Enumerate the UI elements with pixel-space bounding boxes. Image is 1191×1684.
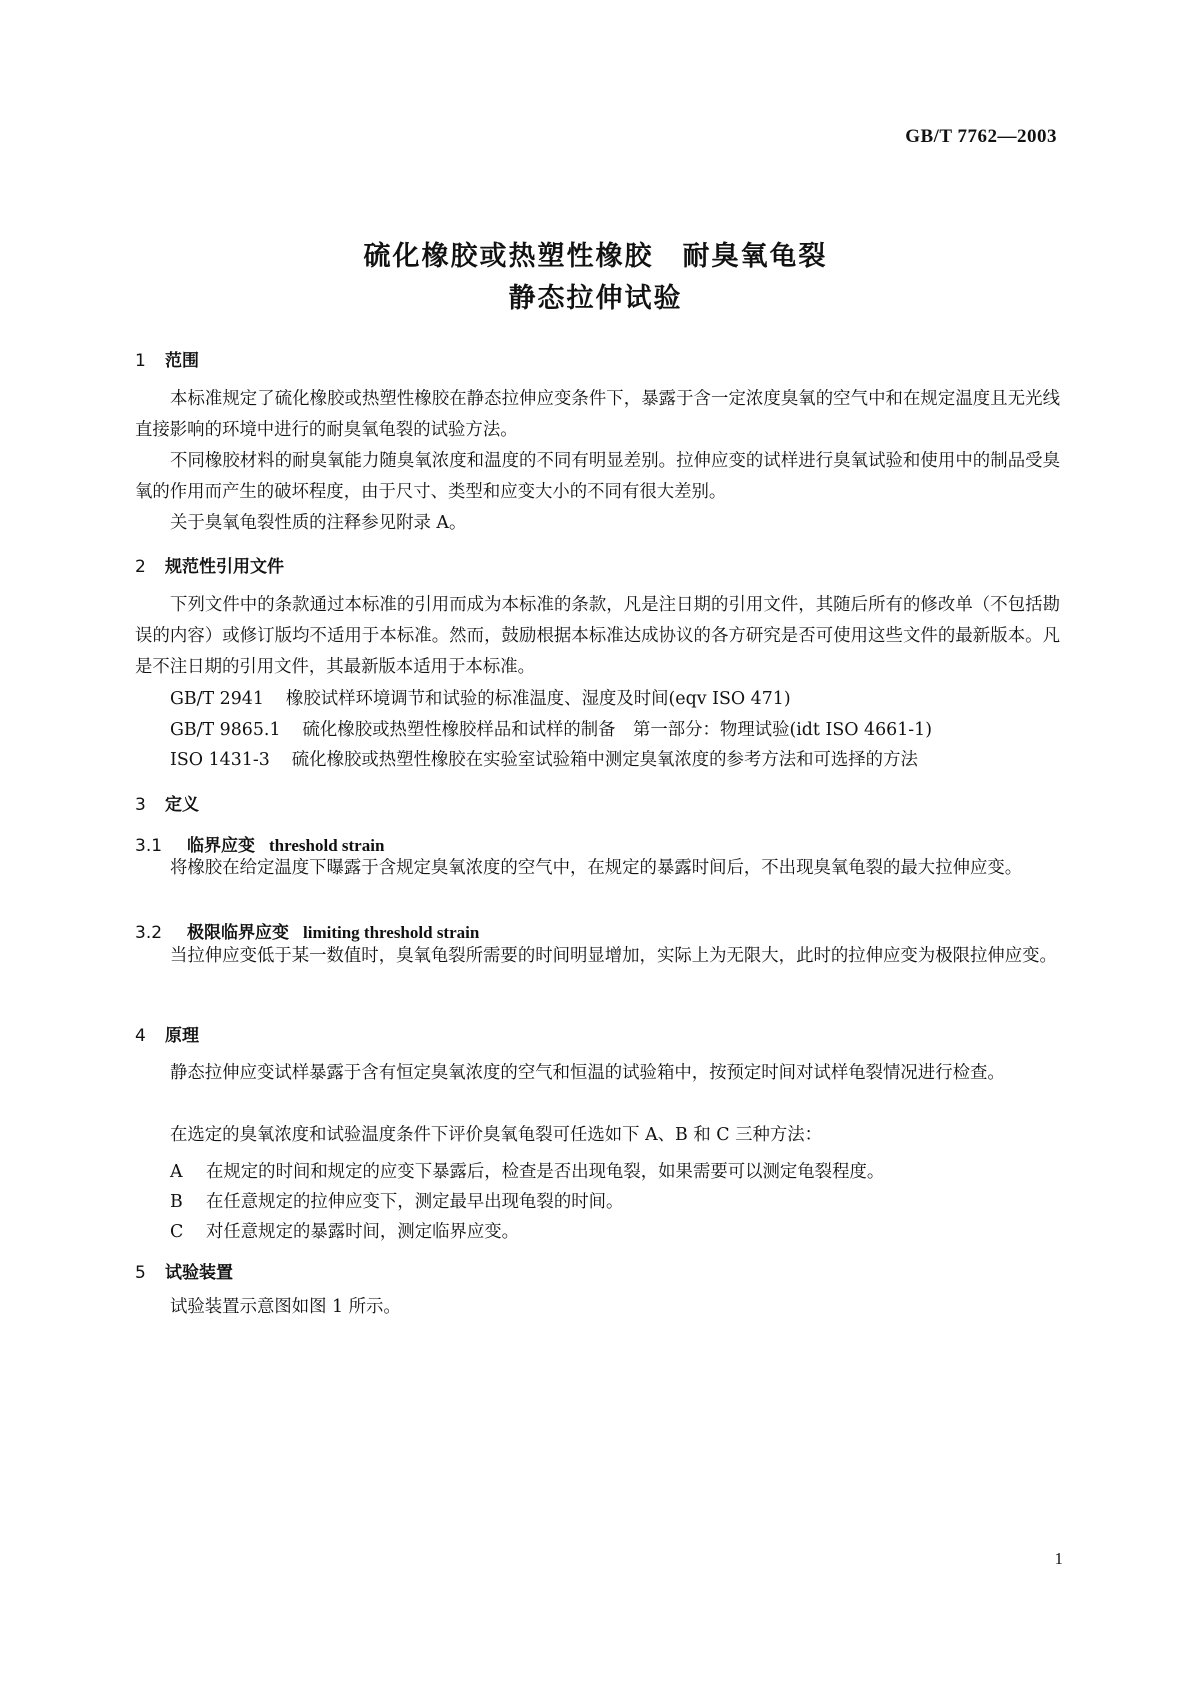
option-label: B (170, 1192, 183, 1212)
page-number: 1 (1054, 1549, 1063, 1568)
term-zh: 临界应变 (187, 836, 255, 856)
definition-3-2-text: 当拉伸应变低于某一数值时，臭氧龟裂所需要的时间明显增加，实际上为无限大，此时的拉伸应变为极限拉伸应变。 (170, 946, 1057, 966)
section-number: 4 (135, 1026, 146, 1046)
section-number: 5 (135, 1263, 146, 1283)
definition-3-1-text: 将橡胶在给定温度下曝露于含规定臭氧浓度的空气中，在规定的暴露时间后，不出现臭氧龟裂的最大拉伸应变。 (170, 858, 1023, 878)
section-title: 原理 (165, 1026, 199, 1046)
definition-3-2-heading (135, 918, 479, 943)
document-title-line-1: 硫化橡胶或热塑性橡胶 耐臭氧龟裂 (363, 241, 828, 272)
term-zh: 极限临界应变 (187, 923, 289, 943)
section-number: 2 (135, 557, 146, 577)
term-en: threshold strain (269, 836, 385, 855)
section-4-heading (135, 1021, 199, 1046)
option-label: A (170, 1162, 183, 1182)
section-title: 规范性引用文件 (165, 557, 284, 577)
reference-item (170, 715, 932, 740)
reference-code: GB/T 2941 (170, 689, 264, 709)
section-1-paragraph-1: 本标准规定了硫化橡胶或热塑性橡胶在静态拉伸应变条件下，暴露于含一定浓度臭氧的空气中和在规定温度且无光线直接影响的环境中进行的耐臭氧龟裂的试验方法。 (135, 389, 1060, 440)
section-4-paragraph-1: 静态拉伸应变试样暴露于含有恒定臭氧浓度的空气和恒温的试验箱中，按预定时间对试样龟裂情况进行检查。 (170, 1063, 1005, 1083)
reference-title: 硫化橡胶或热塑性橡胶样品和试样的制备 第一部分：物理试验(idt ISO 4661-1) (302, 720, 933, 740)
section-title: 定义 (165, 795, 199, 815)
section-title: 试验装置 (165, 1263, 233, 1283)
section-5-paragraph-1: 试验装置示意图如图 1 所示。 (170, 1297, 401, 1317)
section-1-paragraph-2: 不同橡胶材料的耐臭氧能力随臭氧浓度和温度的不同有明显差别。拉伸应变的试样进行臭氧试验和使用中的制品受臭氧的作用而产生的破坏程度，由于尺寸、类型和应变大小的不同有很大差别。 (135, 451, 1060, 502)
reference-title: 橡胶试样环境调节和试验的标准温度、湿度及时间(eqv ISO 471) (285, 689, 791, 709)
section-3-heading (135, 790, 199, 815)
standard-code: GB/T 7762—2003 (905, 126, 1057, 147)
term-en: limiting threshold strain (303, 923, 480, 942)
reference-title: 硫化橡胶或热塑性橡胶在实验室试验箱中测定臭氧浓度的参考方法和可选择的方法 (291, 750, 918, 770)
section-1-heading (135, 346, 199, 371)
section-2-paragraph-1: 下列文件中的条款通过本标准的引用而成为本标准的条款，凡是注日期的引用文件，其随后所有的修改单（不包括勘误的内容）或修订版均不适用于本标准。然而，鼓励根据本标准达成协议的各方研究是否可使用这些文件的最新版本。凡是不注日期的引用文件，其最新版本适用于本标准。 (135, 595, 1060, 677)
method-option (170, 1217, 519, 1242)
section-4-paragraph-2: 在选定的臭氧浓度和试验温度条件下评价臭氧龟裂可任选如下 A、B 和 C 三种方法： (170, 1125, 823, 1145)
section-1-paragraph-3: 关于臭氧龟裂性质的注释参见附录 A。 (170, 513, 467, 533)
method-option (170, 1187, 623, 1212)
option-text: 在规定的时间和规定的应变下暴露后，检查是否出现龟裂，如果需要可以测定龟裂程度。 (206, 1162, 885, 1182)
subsection-number: 3.2 (135, 923, 163, 943)
section-5-heading (135, 1258, 233, 1283)
reference-item (170, 684, 791, 709)
option-text: 对任意规定的暴露时间，测定临界应变。 (206, 1222, 520, 1242)
reference-item (170, 745, 918, 770)
method-option (170, 1157, 884, 1182)
subsection-number: 3.1 (135, 836, 163, 856)
document-title-line-2: 静态拉伸试验 (508, 283, 683, 314)
section-2-heading (135, 552, 284, 577)
section-title: 范围 (165, 351, 199, 371)
option-text: 在任意规定的拉伸应变下，测定最早出现龟裂的时间。 (206, 1192, 624, 1212)
reference-code: GB/T 9865.1 (170, 720, 281, 740)
option-label: C (170, 1222, 184, 1242)
section-number: 1 (135, 351, 146, 371)
reference-code: ISO 1431-3 (170, 750, 270, 770)
section-number: 3 (135, 795, 146, 815)
